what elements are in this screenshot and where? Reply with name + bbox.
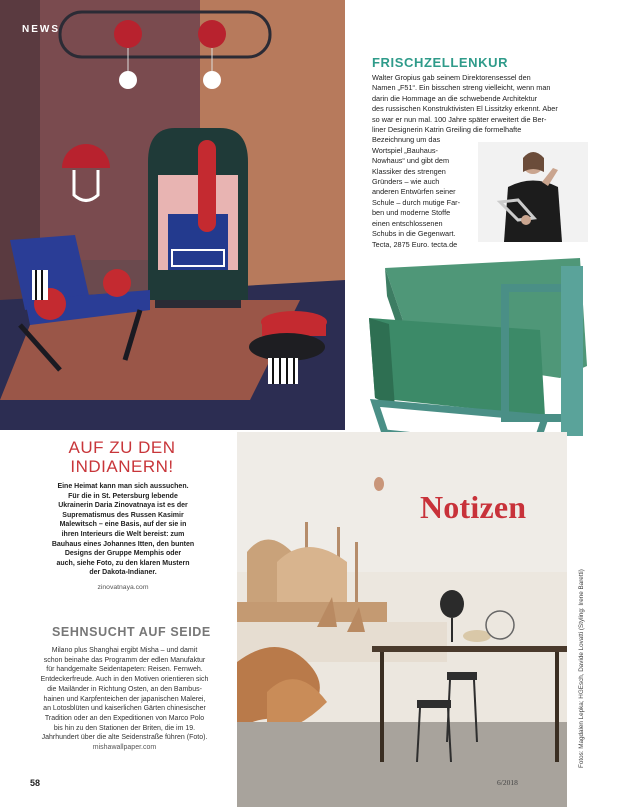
sehnsucht-line: schon beinahe das Programm der edlen Manufaktur [43, 656, 206, 664]
indianer-line: Suprematismus des Russen Kasimir [62, 511, 184, 519]
indianer-title-line: INDIANERN! [70, 457, 174, 476]
designer-portrait-photo [478, 142, 588, 242]
indianer-body [28, 482, 218, 578]
memphis-interior-photo [0, 0, 345, 430]
indianer-title-line: AUF ZU DEN [68, 438, 176, 457]
frisch-line: anderen Entwürfen seiner [372, 187, 456, 197]
f51-armchair-illustration [355, 248, 595, 463]
frisch-line: Gründers – wie auch [372, 177, 440, 187]
indianer-line: Für die in St. Petersburg lebende [68, 492, 178, 500]
frisch-line: Klassiker des strengen [372, 166, 446, 176]
indianer-line: Eine Heimat kann man sich aussuchen. [57, 483, 189, 490]
notizen-heading: Notizen [420, 489, 527, 525]
sehnsucht-line: Tradition oder an den Expeditionen von Marco Polo [44, 714, 205, 722]
indianer-line: der Dakota-Indianer. [89, 569, 157, 577]
photo-credit: Fotos: Magdalen Lepka; HGEsch, Davide Lovatti (Styling: Irene Baretti) [578, 569, 585, 768]
frisch-line: Namen „F51“. Ein bisschen streng vielleicht, wenn man [372, 83, 551, 93]
indianer-line: Ukrainerin Daria Zinovatnaya ist es der [58, 502, 188, 510]
indianer-line: auch, siehe Foto, zu den klaren Mustern [56, 559, 190, 567]
sehnsucht-body [22, 646, 227, 753]
frisch-line: des russischen Konstruktivisten El Lissitzky erkennt. Aber [372, 104, 558, 114]
frisch-line: einen entschlossenen [372, 218, 443, 228]
frisch-line: ben und moderne Stoffe [372, 208, 451, 218]
frisch-line: darin die Hommage an die schwebende Architektur [372, 93, 538, 103]
indianer-line: Designs der Gruppe Memphis oder [64, 550, 182, 558]
sehnsucht-line: für handgemalte Seidentapeten: Reisen. Fernweh. [46, 666, 203, 674]
sehnsucht-line: bis hin zu den Stationen der Briten, die im 19. [53, 724, 196, 732]
issue-date: 6/2018 [497, 778, 518, 787]
frischzellenkur-title: FRISCHZELLENKUR [372, 55, 509, 70]
sehnsucht-line: Entdeckerfreude. Auch in den Motiven orientieren sich [40, 676, 209, 684]
indianer-line: Bauhaus eines Johannes Itten, den bunten [51, 540, 195, 548]
frisch-line: Schubs in die Gegenwart. [372, 229, 456, 239]
sehnsucht-title: SEHNSUCHT AUF SEIDE [52, 625, 211, 639]
indianer-title [42, 438, 202, 476]
designer-portrait-illustration [478, 142, 588, 242]
frisch-line: Tecta, 2875 Euro. tecta.de [372, 239, 458, 249]
frisch-line: so war er nun mal. 100 Jahre später erweitert die Ber- [372, 114, 547, 124]
frisch-line: Schule – durch mutige Far- [372, 197, 461, 207]
sehnsucht-line: Jahrhundert über die alte Seidenstraße führen (Foto). [41, 734, 208, 742]
indianer-line: ihren Interieurs die Welt bereist: zum [61, 530, 185, 538]
sehnsucht-line: an Lotosblüten und kaiserlichen Gärten chinesischer [43, 705, 206, 713]
sehnsucht-line: Milano plus Shanghai ergibt Misha – und damit [51, 647, 198, 654]
memphis-interior-illustration [0, 0, 345, 430]
frisch-line: Walter Gropius gab seinem Direktorensessel den [372, 73, 531, 82]
frisch-line: Nowhaus“ und gibt dem [372, 156, 450, 166]
sehnsucht-line: die Mailänder in Richtung Osten, an den Bambus- [47, 685, 202, 693]
frisch-line: Wortspiel „Bauhaus- [372, 145, 438, 155]
indianer-url: zinovatnaya.com [97, 584, 149, 591]
sehnsucht-line: hainen und Karpfenteichen der japanischen Malerei, [43, 695, 206, 703]
section-label: NEWS [22, 24, 60, 35]
indianer-line: Malewitsch – eine Basis, auf der sie in [59, 521, 187, 529]
sehnsucht-url: mishawallpaper.com [92, 744, 157, 752]
f51-armchair-photo [355, 248, 595, 463]
frisch-line: liner Designerin Katrin Greiling die formelhafte [372, 125, 522, 135]
page-number: 58 [30, 778, 41, 788]
frisch-line: Bezeichnung um das [372, 135, 441, 145]
